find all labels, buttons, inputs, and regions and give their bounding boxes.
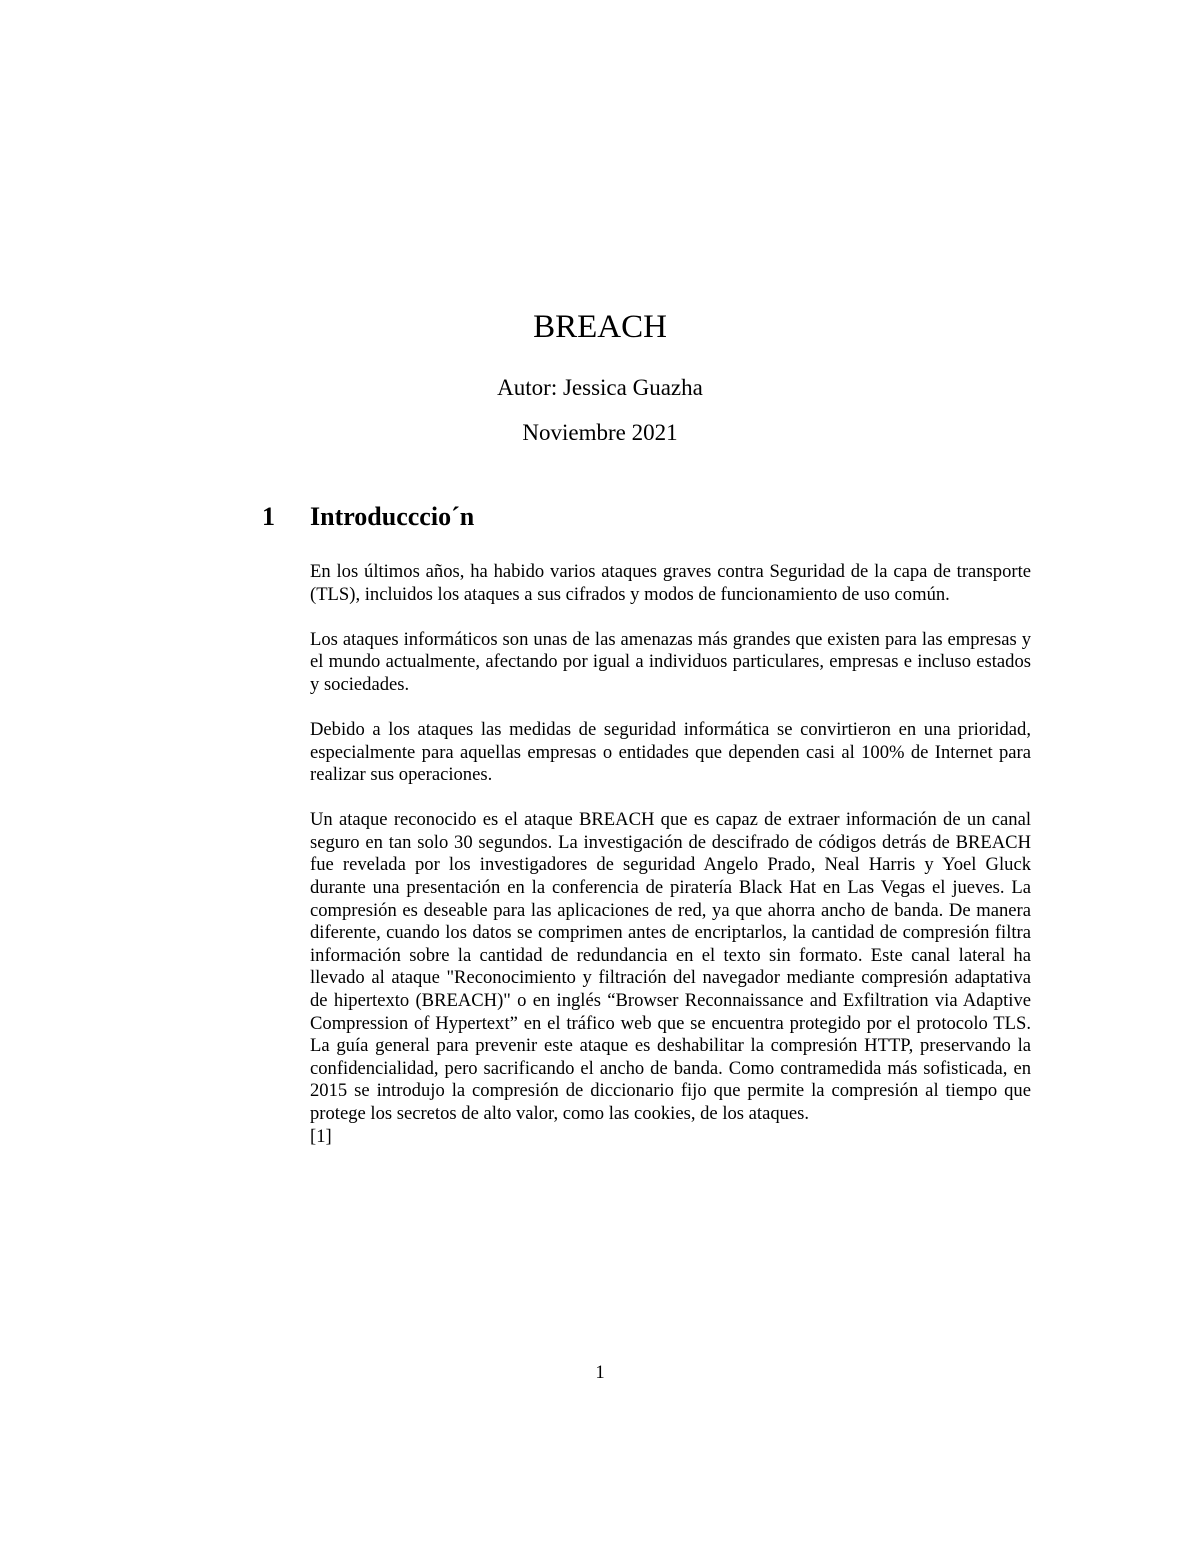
section-title: Introducccio´n [310, 502, 475, 531]
paragraph: Un ataque reconocido es el ataque BREACH que es capaz de extraer información de un canal seguro en tan solo 30 segundos. La investigación de descifrado de códigos detrás de BREACH fue revelada por los investigadores de seguridad Angelo Prado, Neal Harris y Yoel Gluck durante una presentación en la conferencia de piratería Black Hat en Las Vegas el jueves. La compresión es deseable para las aplicaciones de red, ya que ahorra ancho de banda. De manera diferente, cuando los datos se comprimen antes de encriptarlos, la cantidad de compresión filtra información sobre la cantidad de redundancia en el texto sin formato. Este canal lateral ha llevado al ataque "Reconocimiento y filtración del navegador mediante compresión adaptativa de hipertexto (BREACH)" o en inglés “Browser Reconnaissance and Exfiltration via Adaptive Compression of Hypertext” en el tráfico web que se encuentra protegido por el protocolo TLS. La guía general para prevenir este ataque es deshabilitar la compresión HTTP, preservando la confidencialidad, pero sacrificando el ancho de banda. Como contramedida más sofisticada, en 2015 se introdujo la compresión de diccionario fijo que permite la compresión al tiempo que protege los secretos de alto valor, como las cookies, de los ataques. [310, 809, 1031, 1124]
section-number: 1 [262, 502, 275, 531]
page-number: 1 [595, 1362, 605, 1383]
citation-reference[interactable]: [1] [310, 1125, 332, 1147]
paragraph: En los últimos años, ha habido varios ataques graves contra Seguridad de la capa de transporte (TLS), incluidos los ataques a sus cifrados y modos de funcionamiento de uso común. [310, 561, 1031, 605]
section-heading [262, 500, 962, 534]
document-date: Noviembre 2021 [522, 420, 678, 445]
paragraph: Debido a los ataques las medidas de seguridad informática se convirtieron en una prioridad, especialmente para aquellas empresas o entidades que dependen casi al 100% de Internet para realizar sus operaciones. [310, 718, 1031, 786]
document-author: Autor: Jessica Guazha [497, 375, 703, 400]
section-body [310, 561, 1031, 1148]
document-title: BREACH [533, 309, 667, 345]
paragraph: Los ataques informáticos son unas de las amenazas más grandes que existen para las empresas y el mundo actualmente, afectando por igual a individuos particulares, empresas e incluso estados y sociedades. [310, 628, 1031, 695]
